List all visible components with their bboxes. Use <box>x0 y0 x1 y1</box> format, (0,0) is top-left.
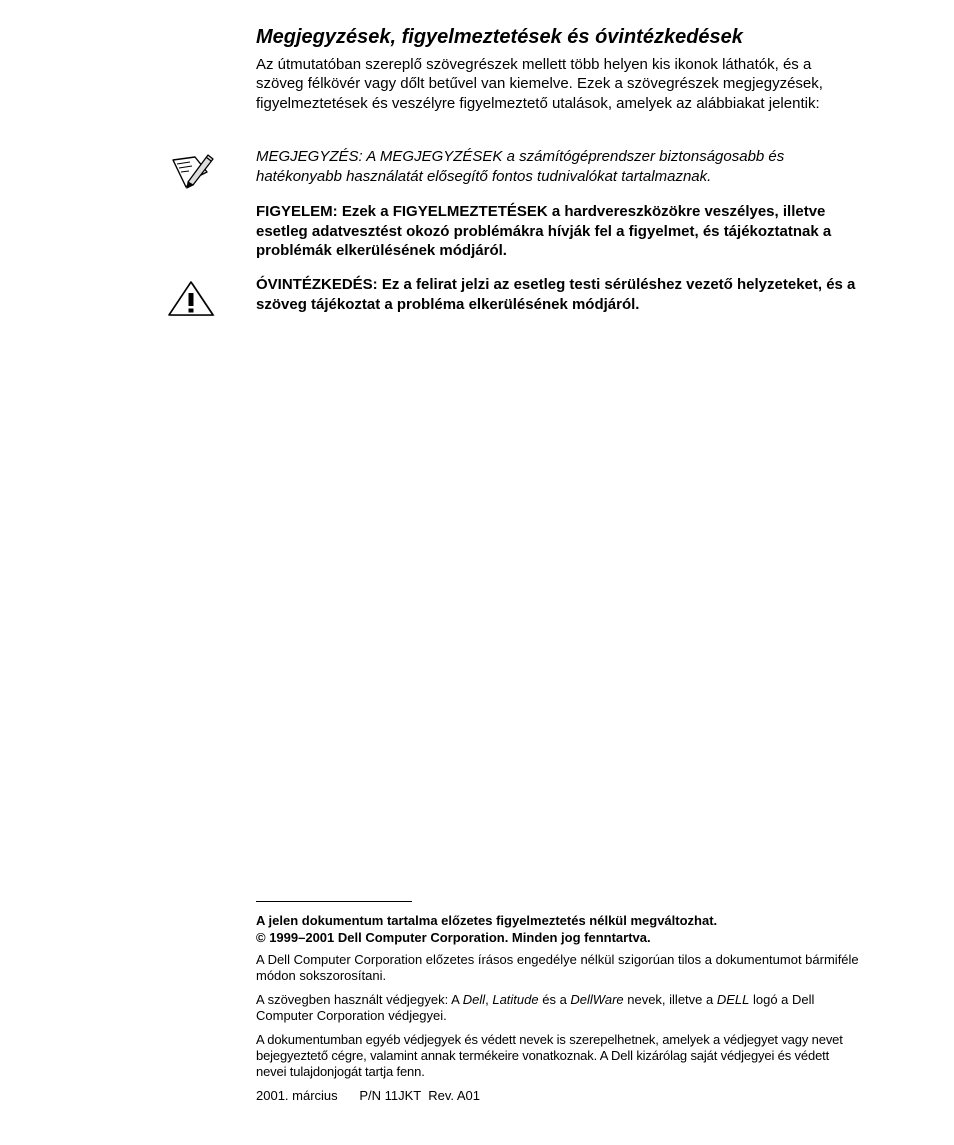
part-number: P/N 11JKT <box>359 1088 421 1103</box>
trademark-dellware: DellWare <box>570 992 624 1007</box>
publication-info <box>256 1088 480 1104</box>
section-heading: Megjegyzések, figyelmeztetések és óvintézkedések <box>256 26 743 48</box>
intro-paragraph: Az útmutatóban szereplő szövegrészek mellett több helyen kis ikonok láthatók, és a szöveg félkövér vagy dőlt betűvel van kiemelve. Ezek a szövegrészek megjegyzések, figyelmeztetések és veszélyre figyelmeztető utalások, amelyek az alábbiakat jelentik: <box>256 56 823 112</box>
other-trademarks-notice: A dokumentumban egyéb védjegyek és védett nevek is szerepelhetnek, amelyek a védjegyet vagy nevet bejegyeztető cégre, valamint annak termékeire vonatkoznak. A Dell kizárólag saját védjegyei és védett nevei tulajdonjogát tartja fenn. <box>256 1032 843 1079</box>
trademark-dell: Dell <box>462 992 486 1007</box>
publication-date: 2001. március <box>256 1088 338 1103</box>
trademark-latitude: Latitude <box>492 992 539 1007</box>
revision: Rev. A01 <box>428 1088 481 1103</box>
caution-triangle-icon <box>166 280 218 320</box>
note-text: MEGJEGYZÉS: A MEGJEGYZÉSEK a számítógéprendszer biztonságosabb és hatékonyabb használatát elősegítő fontos tudnivalókat tartalmaznak. <box>256 148 785 185</box>
notice-text: FIGYELEM: Ezek a FIGYELMEZTETÉSEK a hardvereszközökre veszélyes, illetve esetleg adatvesztést okozó problémákra hívják fel a figyelmet, és tájékoztatnak a problémák elkerülésének módjáról. <box>256 203 832 259</box>
copyright-line: © 1999–2001 Dell Computer Corporation. Minden jog fenntartva. <box>256 930 651 945</box>
trademarks-notice: A szövegben használt védjegyek: A Dell, Latitude és a DellWare nevek, illetve a DELL logó a Dell Computer Corporation védjegyei. <box>256 992 815 1023</box>
note-pencil-icon <box>168 150 216 192</box>
footer-divider <box>256 901 412 902</box>
change-notice-line: A jelen dokumentum tartalma előzetes figyelmeztetés nélkül megváltozhat. <box>256 913 718 928</box>
footer-legal-notice <box>256 912 856 946</box>
trademark-dell-logo: DELL <box>716 992 750 1007</box>
caution-text: ÓVINTÉZKEDÉS: Ez a felirat jelzi az esetleg testi sérüléshez vezető helyzeteket, és a szöveg tájékoztat a probléma elkerülésének módjáról. <box>256 276 856 313</box>
reproduction-notice: A Dell Computer Corporation előzetes írásos engedélye nélkül szigorúan tilos a dokumentumot bármiféle módon sokszorosítani. <box>256 952 859 983</box>
